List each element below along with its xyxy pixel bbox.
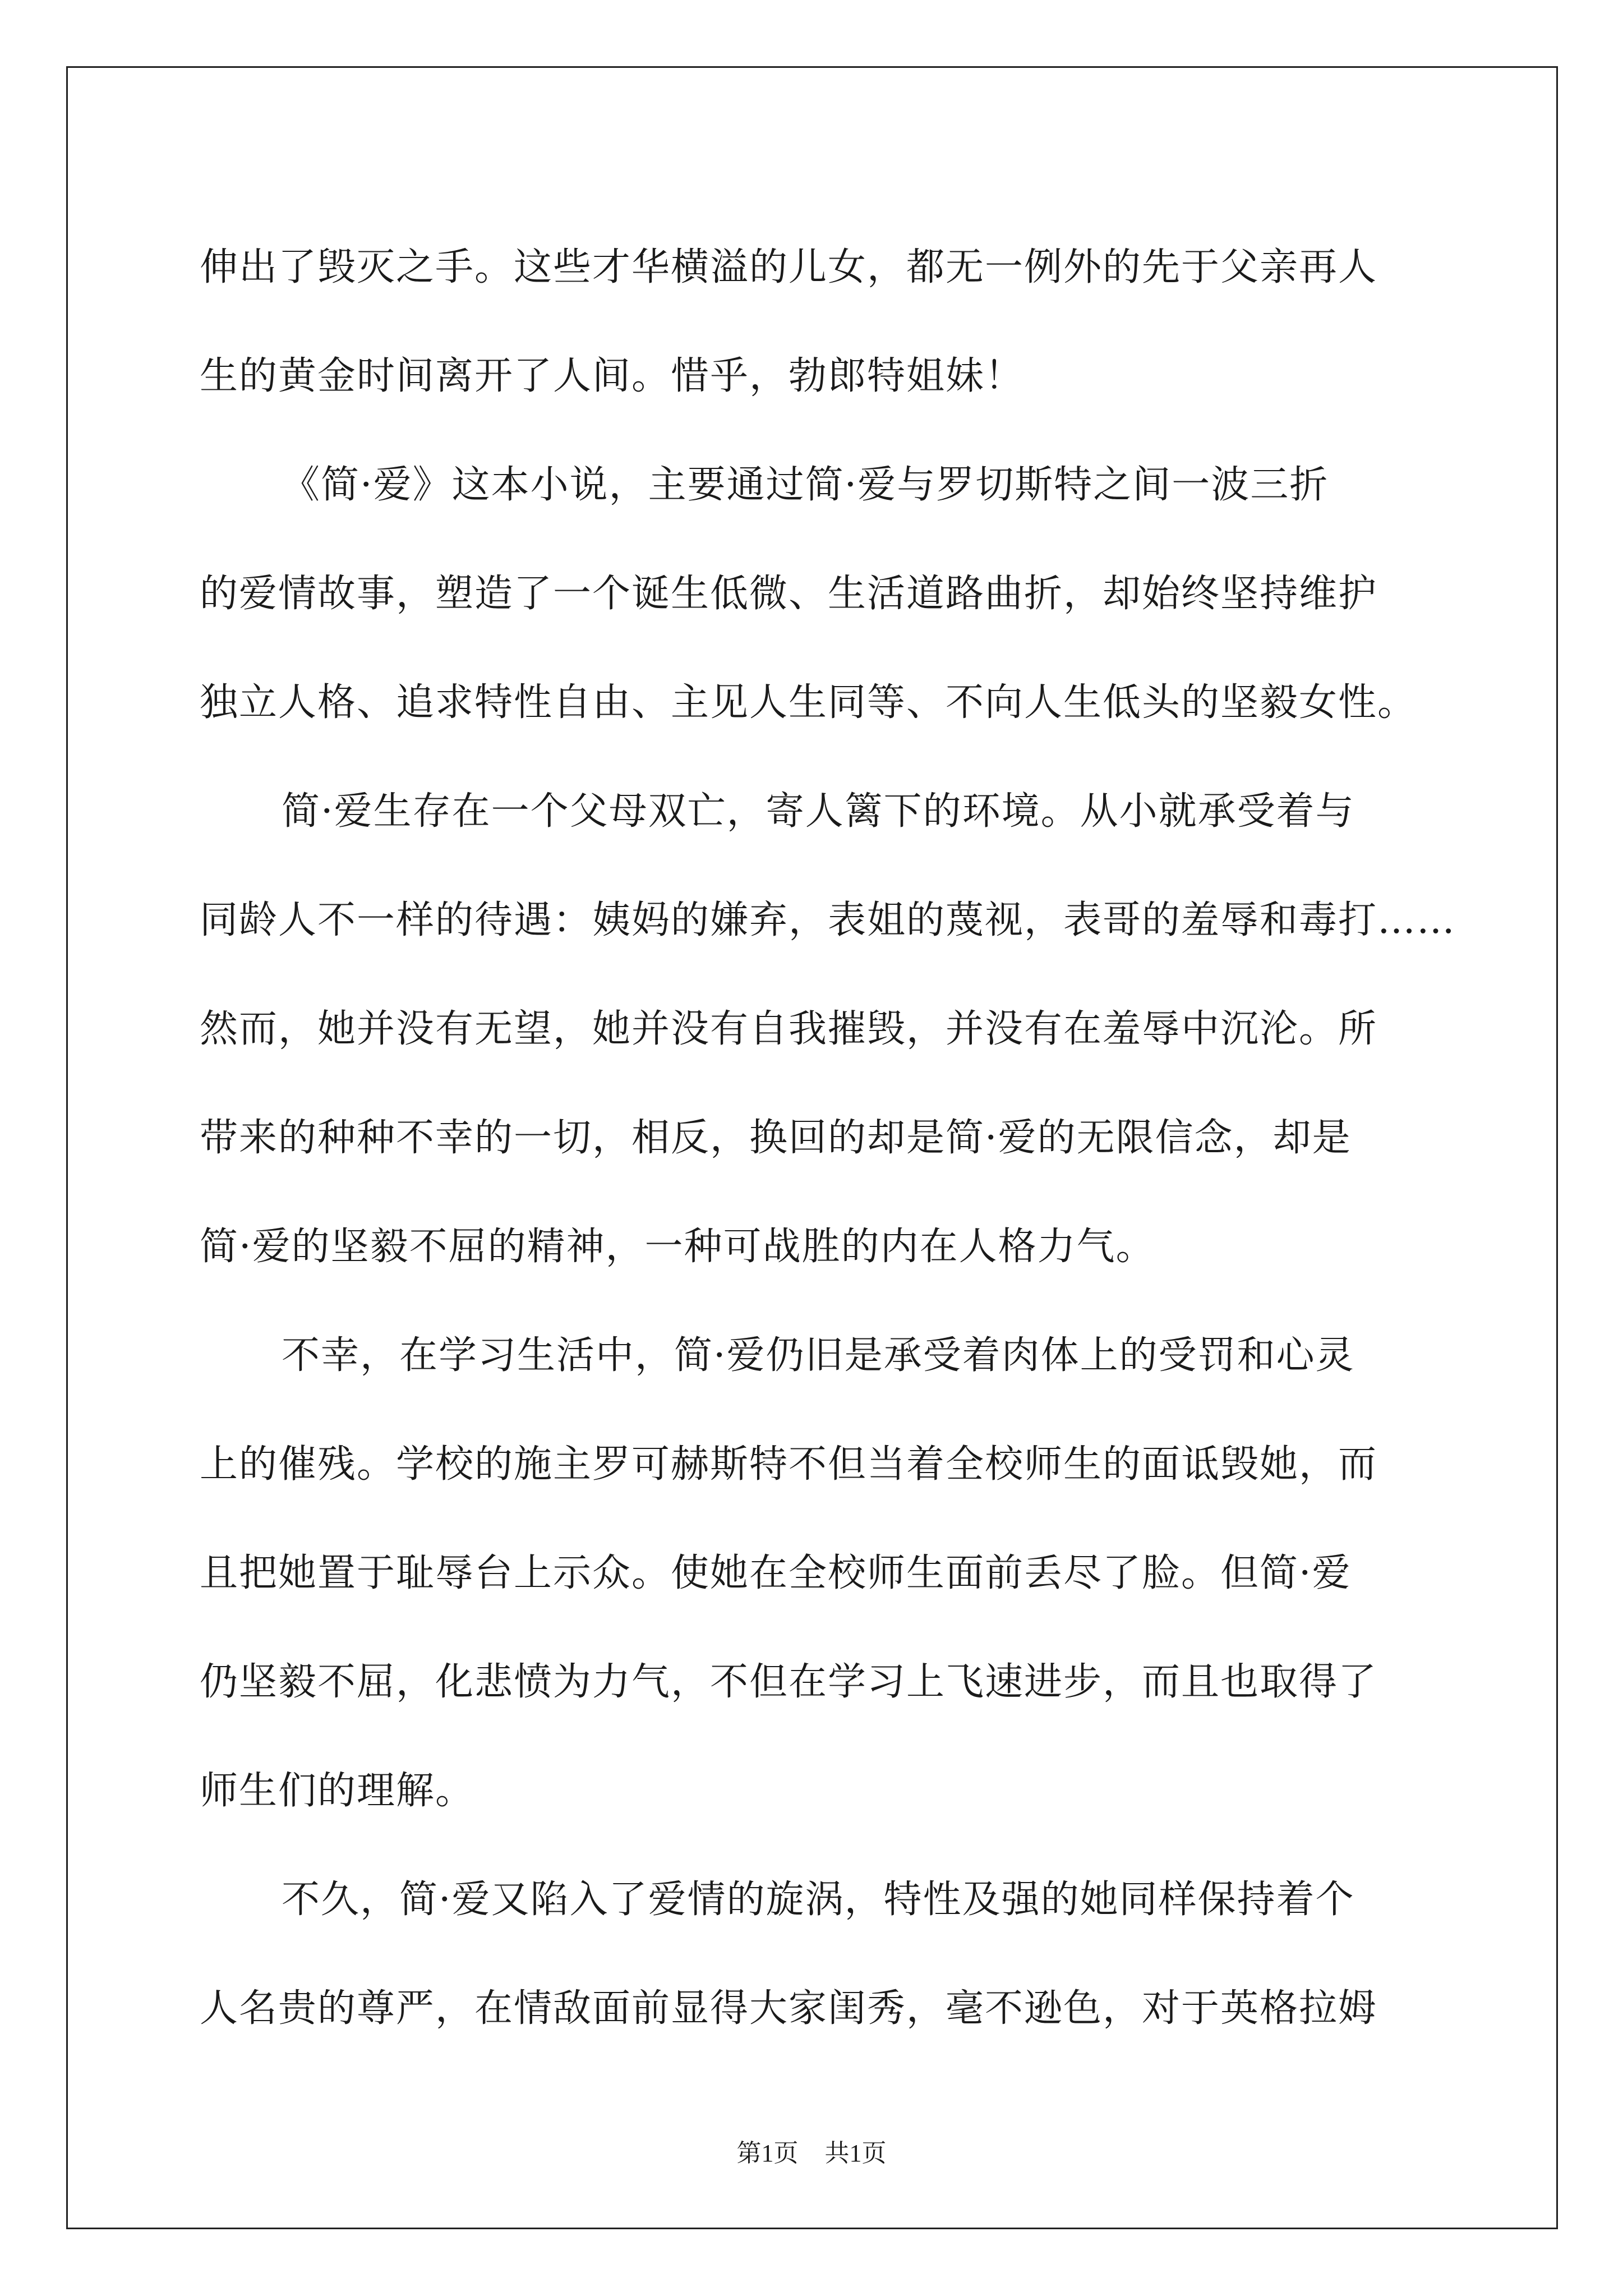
text-line-1: 伸出了毁灭之手。这些才华横溢的儿女，都无一例外的先于父亲再人 — [200, 245, 1378, 289]
text-line-16: 不久，简·爱又陷入了爱情的旋涡，特性及强的她同样保持着个 — [282, 1878, 1355, 1922]
text-line-2: 生的黄金时间离开了人间。惜乎，勃郎特姐妹！ — [200, 354, 1025, 398]
page-total: 共1页 — [824, 2139, 887, 2167]
text-line-6: 简·爱生存在一个父母双亡，寄人篱下的环境。从小就承受着与 — [282, 789, 1355, 834]
text-line-13: 且把她置于耻辱台上示众。使她在全校师生面前丢尽了脸。但简·爱 — [200, 1551, 1352, 1595]
text-line-4: 的爱情故事，塑造了一个诞生低微、生活道路曲折，却始终坚持维护 — [200, 572, 1378, 616]
text-line-14: 仍坚毅不屈，化悲愤为力气，不但在学习上飞速进步，而且也取得了 — [200, 1660, 1378, 1704]
text-line-3: 《简·爱》这本小说，主要通过简·爱与罗切斯特之间一波三折 — [282, 463, 1329, 507]
text-line-11: 不幸，在学习生活中，简·爱仍旧是承受着肉体上的受罚和心灵 — [282, 1333, 1355, 1378]
text-line-17: 人名贵的尊严，在情敌面前显得大家闺秀，毫不逊色，对于英格拉姆 — [200, 1986, 1378, 2031]
text-line-8: 然而，她并没有无望，她并没有自我摧毁，并没有在羞辱中沉沦。所 — [200, 1007, 1378, 1051]
page-number: 第1页 — [736, 2139, 799, 2167]
text-line-15: 师生们的理解。 — [200, 1769, 475, 1813]
document-body — [200, 213, 1456, 2063]
page-footer — [0, 2133, 1623, 2169]
text-line-12: 上的催残。学校的施主罗可赫斯特不但当着全校师生的面诋毁她，而 — [200, 1442, 1378, 1487]
text-line-9: 带来的种种不幸的一切，相反，换回的却是简·爱的无限信念，却是 — [200, 1116, 1352, 1160]
text-line-10: 简·爱的坚毅不屈的精神，一种可战胜的内在人格力气。 — [200, 1225, 1155, 1269]
text-line-5: 独立人格、追求特性自由、主见人生同等、不向人生低头的坚毅女性。 — [200, 680, 1417, 725]
text-line-7: 同龄人不一样的待遇：姨妈的嫌弃，表姐的蔑视，表哥的羞辱和毒打…… — [200, 898, 1456, 942]
